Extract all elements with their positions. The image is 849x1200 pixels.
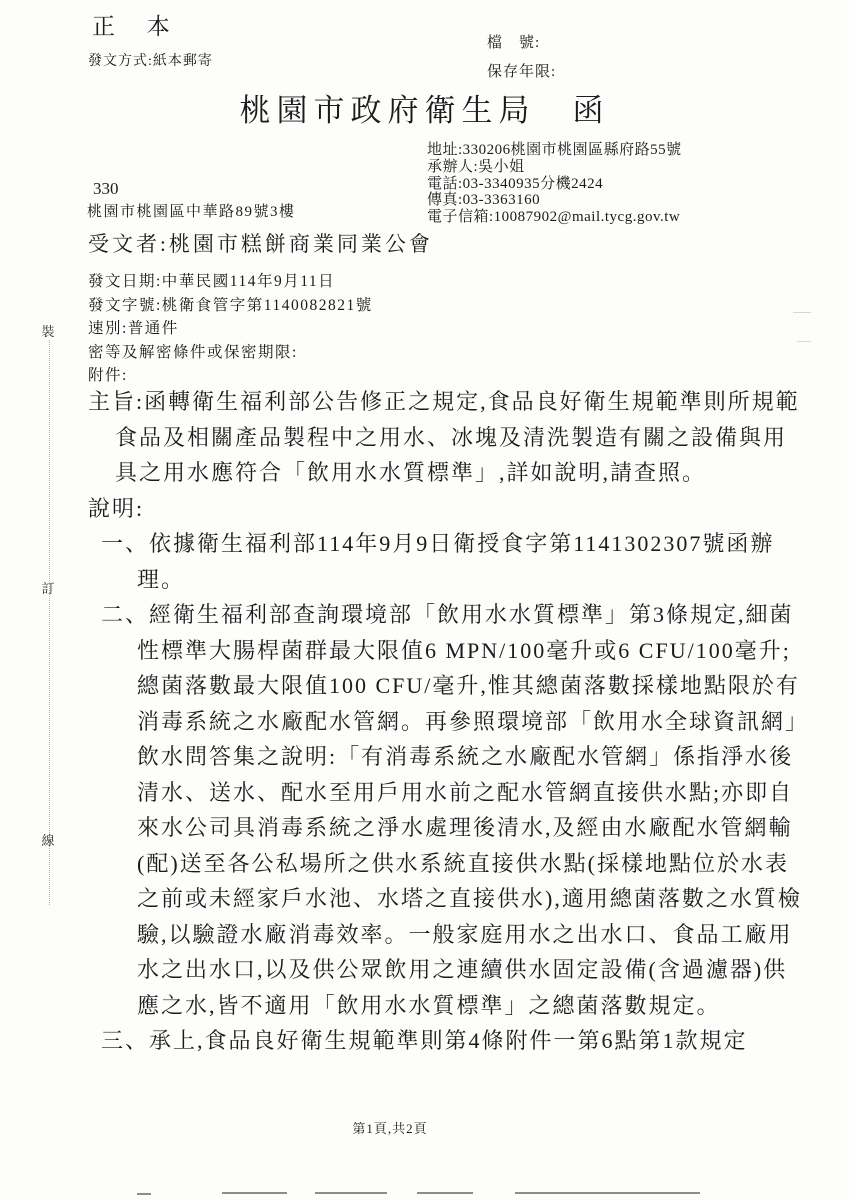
- item-text: 承上,食品良好衛生規範準則第4條附件一第6點第1款規定: [149, 1028, 748, 1053]
- copy-type-label: 正 本: [92, 14, 183, 39]
- agency-address: 地址:330206桃園市桃園區縣府路55號: [427, 142, 682, 158]
- retention-period-label: 保存年限:: [487, 64, 557, 80]
- scan-artifact: [315, 1192, 387, 1194]
- delivery-method-label: 發文方式:紙本郵寄: [88, 54, 213, 69]
- scan-artifact: [793, 312, 811, 313]
- contact-phone: 電話:03-3340935分機2424: [427, 175, 604, 192]
- contact-fax: 傳真:03-3363160: [427, 192, 541, 209]
- scan-artifact: [515, 1192, 700, 1194]
- scan-artifact: [137, 1193, 151, 1195]
- item-number: 一、: [101, 531, 150, 556]
- issue-number: 發文字號:桃衛食管字第1140082821號: [88, 296, 373, 314]
- attachment-label: 附件:: [88, 367, 128, 384]
- binding-dotted-line: [49, 340, 50, 905]
- item-number: 三、: [101, 1028, 150, 1053]
- subject-paragraph: [88, 384, 804, 491]
- item-number: 二、: [101, 602, 150, 627]
- priority-level: 速別:普通件: [88, 320, 179, 337]
- explanation-item-1: [101, 526, 804, 597]
- recipient-line: 受文者:桃園市糕餅商業同業公會: [88, 232, 433, 256]
- letter-body: [88, 384, 804, 1059]
- binding-mark-ding: 訂: [41, 581, 55, 596]
- scan-artifact: [797, 341, 811, 342]
- explanation-item-3: [101, 1023, 804, 1059]
- binding-mark-zhuang: 裝: [41, 324, 55, 339]
- subject-label: 主旨:: [88, 389, 145, 414]
- issue-date: 發文日期:中華民國114年9月11日: [88, 273, 336, 290]
- explanation-label: 說明:: [88, 495, 145, 521]
- document-title: 桃園市政府衛生局 函: [239, 93, 610, 128]
- item-text: 經衛生福利部查詢環境部「飲用水水質標準」第3條規定,細菌性標準大腸桿菌群最大限值6 MPN/100毫升或6 CFU/100毫升;總菌落數最大限值100 CFU/毫升,惟其總菌落數採樣地點限於有消毒系統之水廠配水管網。再參照環境部「飲用水全球資訊網」飲水問答集之說明:「有消毒系統之水廠配水管網」係指淨水後清水、送水、配水至用戶用水前之配水管網直接供水點;亦即自來水公司具消毒系統之淨水處理後清水,及經由水廠配水管網輸(配)送至各公私場所之供水系統直接供水點(採樣地點位於水表之前或未經家戶水池、水塔之直接供水),適用總菌落數之水質檢驗,以驗證水廠消毒效率。一般家庭用水之出水口、食品工廠用水之出水口,以及供公眾飲用之連續供水固定設備(含過濾器)供應之水,皆不適用「飲用水水質標準」之總菌落數規定。: [137, 602, 802, 1018]
- scan-artifact: [222, 1192, 287, 1194]
- page-number: 第1頁,共2頁: [352, 1121, 428, 1136]
- recipient-zip: 330: [93, 179, 119, 198]
- agency-contact-block: [427, 142, 682, 226]
- subject-text: 函轉衛生福利部公告修正之規定,食品良好衛生規範準則所規範食品及相關產品製程中之用水、冰塊及清洗製造有關之設備與用具之用水應符合「飲用水水質標準」,詳如說明,請查照。: [115, 389, 800, 485]
- scan-artifact: [417, 1192, 473, 1194]
- contact-email: 電子信箱:10087902@mail.tycg.gov.tw: [427, 209, 681, 226]
- binding-mark-xian: 線: [41, 833, 55, 848]
- file-number-label: 檔 號:: [487, 35, 541, 51]
- explanation-item-2: [101, 597, 804, 1023]
- recipient-street-address: 桃園市桃園區中華路89號3樓: [87, 204, 296, 220]
- document-meta-block: [88, 270, 373, 388]
- contact-person: 承辦人:吳小姐: [427, 158, 525, 175]
- item-text: 依據衛生福利部114年9月9日衛授食字第1141302307號函辦理。: [137, 531, 775, 592]
- classification-label: 密等及解密條件或保密期限:: [88, 343, 298, 361]
